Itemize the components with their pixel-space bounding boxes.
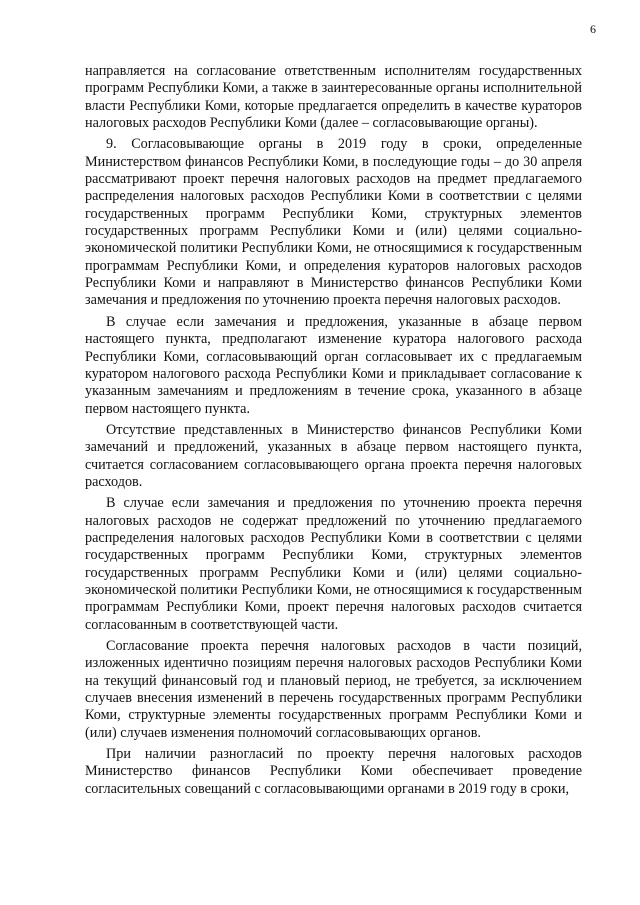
paragraph-continued: направляется на согласование ответственным исполнителям государственных программ Республики Коми, а также в заинтересованные органы исполнительной власти Республики Коми, которые предлагается определить в качестве кураторов налоговых расходов Республики Коми (далее – согласовывающие органы). — [85, 63, 582, 132]
paragraph-disagreements: При наличии разногласий по проекту перечня налоговых расходов Министерство финансов Республики Коми обеспечивает проведение согласительных совещаний с согласовывающими органами в 2019 году в сроки, — [85, 746, 582, 797]
paragraph-identical-positions: Согласование проекта перечня налоговых расходов в части позиций, изложенных идентично позициям перечня налоговых расходов Республики Коми на текущий финансовый год и плановый период, не требуется, за исключением случаев внесения изменений в перечень государственных программ Республики Коми, структурные элементы государственных программ Республики Коми и (или) случаев изменения полномочий согласовывающих органов. — [85, 638, 582, 741]
document-body — [85, 63, 582, 802]
paragraph-item-9: 9. Согласовывающие органы в 2019 году в сроки, определенные Министерством финансов Республики Коми, в последующие годы – до 30 апреля рассматривают проект перечня налоговых расходов на предмет предлагаемого распределения налоговых расходов Республики Коми в соответствии с целями государственных программ Республики Коми, структурных элементов государственных программ Республики Коми и (или) целями социально-экономической политики Республики Коми, не относящимися к государственным программам Республики Коми, и определения кураторов налоговых расходов Республики Коми и направляют в Министерство финансов Республики Коми замечания и предложения по уточнению проекта перечня налоговых расходов. — [85, 136, 582, 309]
paragraph-absence-of-remarks: Отсутствие представленных в Министерство финансов Республики Коми замечаний и предложений, указанных в абзаце первом настоящего пункта, считается согласованием согласовывающего органа проекта перечня налоговых расходов. — [85, 421, 582, 490]
paragraph-no-distribution-proposals: В случае если замечания и предложения по уточнению проекта перечня налоговых расходов не содержат предложений по уточнению предлагаемого распределения налоговых расходов Республики Коми в соответствии с целями государственных программ Республики Коми, структурных элементов государственных программ Республики Коми и (или) целями социально-экономической политики Республики Коми, не относящимися к государственным программам Республики Коми, проект перечня налоговых расходов считается согласованным в соответствующей части. — [85, 495, 582, 633]
page-number: 6 — [590, 22, 596, 36]
paragraph-curator-change: В случае если замечания и предложения, указанные в абзаце первом настоящего пункта, предполагают изменение куратора налогового расхода Республики Коми, согласовывающий орган согласовывает их с предлагаемым куратором налогового расхода Республики Коми и прикладывает согласование к указанным замечаниям и предложениям в течение срока, указанного в абзаце первом настоящего пункта. — [85, 313, 582, 417]
